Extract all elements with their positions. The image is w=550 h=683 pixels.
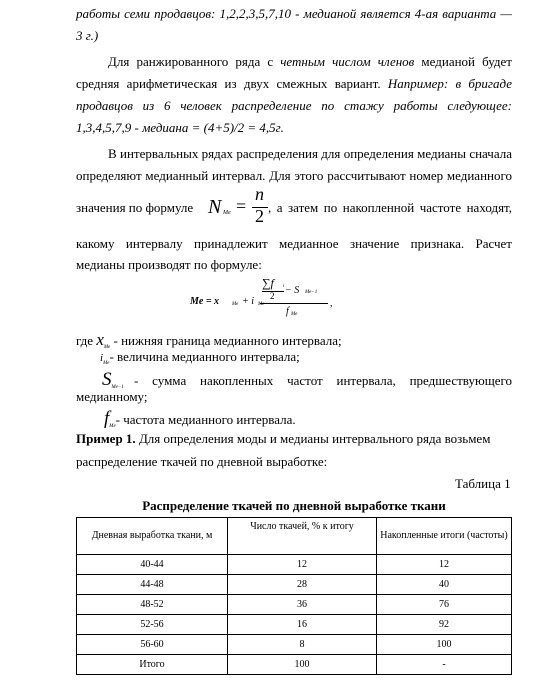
text-line: 3 г.) [76,28,99,43]
table-header-row [77,518,512,555]
formula-f: f [286,306,289,317]
text-span: четным числом членов [280,54,415,69]
fraction-bar [260,303,328,304]
table-row [77,615,512,635]
table-row [77,555,512,575]
formula-numerator: n [255,184,264,204]
text-span: где [76,333,97,348]
formula-two: 2 [270,291,275,301]
formula-comma: , [330,298,333,309]
table-cell: 100 [377,635,512,655]
table-cell: 44-48 [77,575,228,595]
formula-i-symbol: i [100,352,104,364]
column-header: Накопленные итоги (частоты) [377,518,512,555]
text-line: определяют медианный интервал. Для этого рассчитывают номер медианного [76,168,512,183]
formula-subscript: Me [291,312,298,317]
table-cell: 16 [228,615,377,635]
table-cell: 8 [228,635,377,655]
table-label: Таблица 1 [455,476,511,491]
text-span: Например: в бригаде [387,76,513,91]
text-span: - нижняя граница медианного интервала; [110,333,342,348]
column-header: Дневная выработка ткани, м [77,518,228,555]
text-line: медианному; [76,389,148,404]
text-line: В интервальных рядах распределения для определения медианы сначала [108,146,512,161]
formula-sum: ∑f [262,276,274,290]
text-line: медианы производят по формуле: [76,257,262,272]
table-row [77,575,512,595]
data-table [76,517,512,675]
table-row [77,635,512,655]
definition-line [102,369,124,391]
formula-subscript: Me [258,302,265,307]
text-span: средняя арифметическая из двух смежных вариант. [76,76,388,91]
table-cell: 92 [377,615,512,635]
median-number-formula [208,184,268,226]
table-cell: 48-52 [77,595,228,615]
table-cell: 52-56 [77,615,228,635]
definition-line [104,408,296,430]
formula-subscript: Me−1 [305,290,318,295]
table-cell: 40-44 [77,555,228,575]
text-line [108,54,512,70]
formula-subscript: i [283,284,285,289]
formula-subscript: Me [109,424,116,429]
text-span: Для ранжированного ряда с [108,54,281,69]
table-cell: 40 [377,575,512,595]
definition-line [76,330,342,350]
text-line: работы семи продавцов: 1,2,2,3,5,7,10 - медианой является 4-ая варианта — [76,6,512,21]
text-line: - сумма накопленных частот интервала, предшествующего [134,373,512,388]
formula-plus-i: + i [242,296,255,307]
example-label: Пример 1. [76,431,136,446]
table-cell: 76 [377,595,512,615]
formula-f-symbol: f [104,408,110,429]
definition-line [100,349,300,365]
text-span: Для определения моды и медианы интервального ряда возьмем [135,431,491,446]
text-span: медианой будет [414,54,512,69]
formula-minus-s: − S [285,285,300,296]
example-line [76,431,490,447]
text-span: , а затем по накопленной частоте находят, [268,200,512,215]
table-row [77,595,512,615]
table-cell: Итого [77,655,228,675]
formula-subscript: Me [232,302,239,307]
text-line: распределение ткачей по дневной выработке: [76,454,328,469]
formula-x-symbol: x [96,330,104,349]
table-cell: 12 [228,555,377,575]
text-line [76,76,512,92]
table-cell: 28 [228,575,377,595]
text-span: - частота медианного интервала. [115,412,296,427]
formula-s-symbol: S [102,369,112,390]
table-cell: 100 [228,655,377,675]
text-line: продавцов из 6 человек распределение по стажу работы следующее: [76,98,512,113]
text-line: 1,3,4,5,7,9 - медиана = (4+5)/2 = 4,5г. [76,120,284,135]
median-formula [190,272,340,324]
formula-subscript: Me [103,345,111,350]
formula-n-symbol: N [208,196,222,218]
text-line: какому интервалу принадлежит медианное значение признака. Расчет [76,236,512,251]
text-span: значения по формуле [76,200,194,215]
formula-subscript: Me [223,210,231,216]
column-header: Число ткачей, % к итогу [228,518,377,555]
table-title: Распределение ткачей по дневной выработке ткани [142,498,446,513]
text-span: - величина медианного интервала; [109,349,300,364]
formula-denominator: 2 [255,206,264,226]
formula-subscript: Me [103,361,110,366]
table-cell: 12 [377,555,512,575]
table-cell: 36 [228,595,377,615]
formula-me-label: Me = x [190,296,220,307]
table-row [77,655,512,675]
formula-subscript: Me−1 [111,385,124,390]
formula-equals: = [236,196,247,216]
table-cell: 56-60 [77,635,228,655]
table-cell: - [377,655,512,675]
